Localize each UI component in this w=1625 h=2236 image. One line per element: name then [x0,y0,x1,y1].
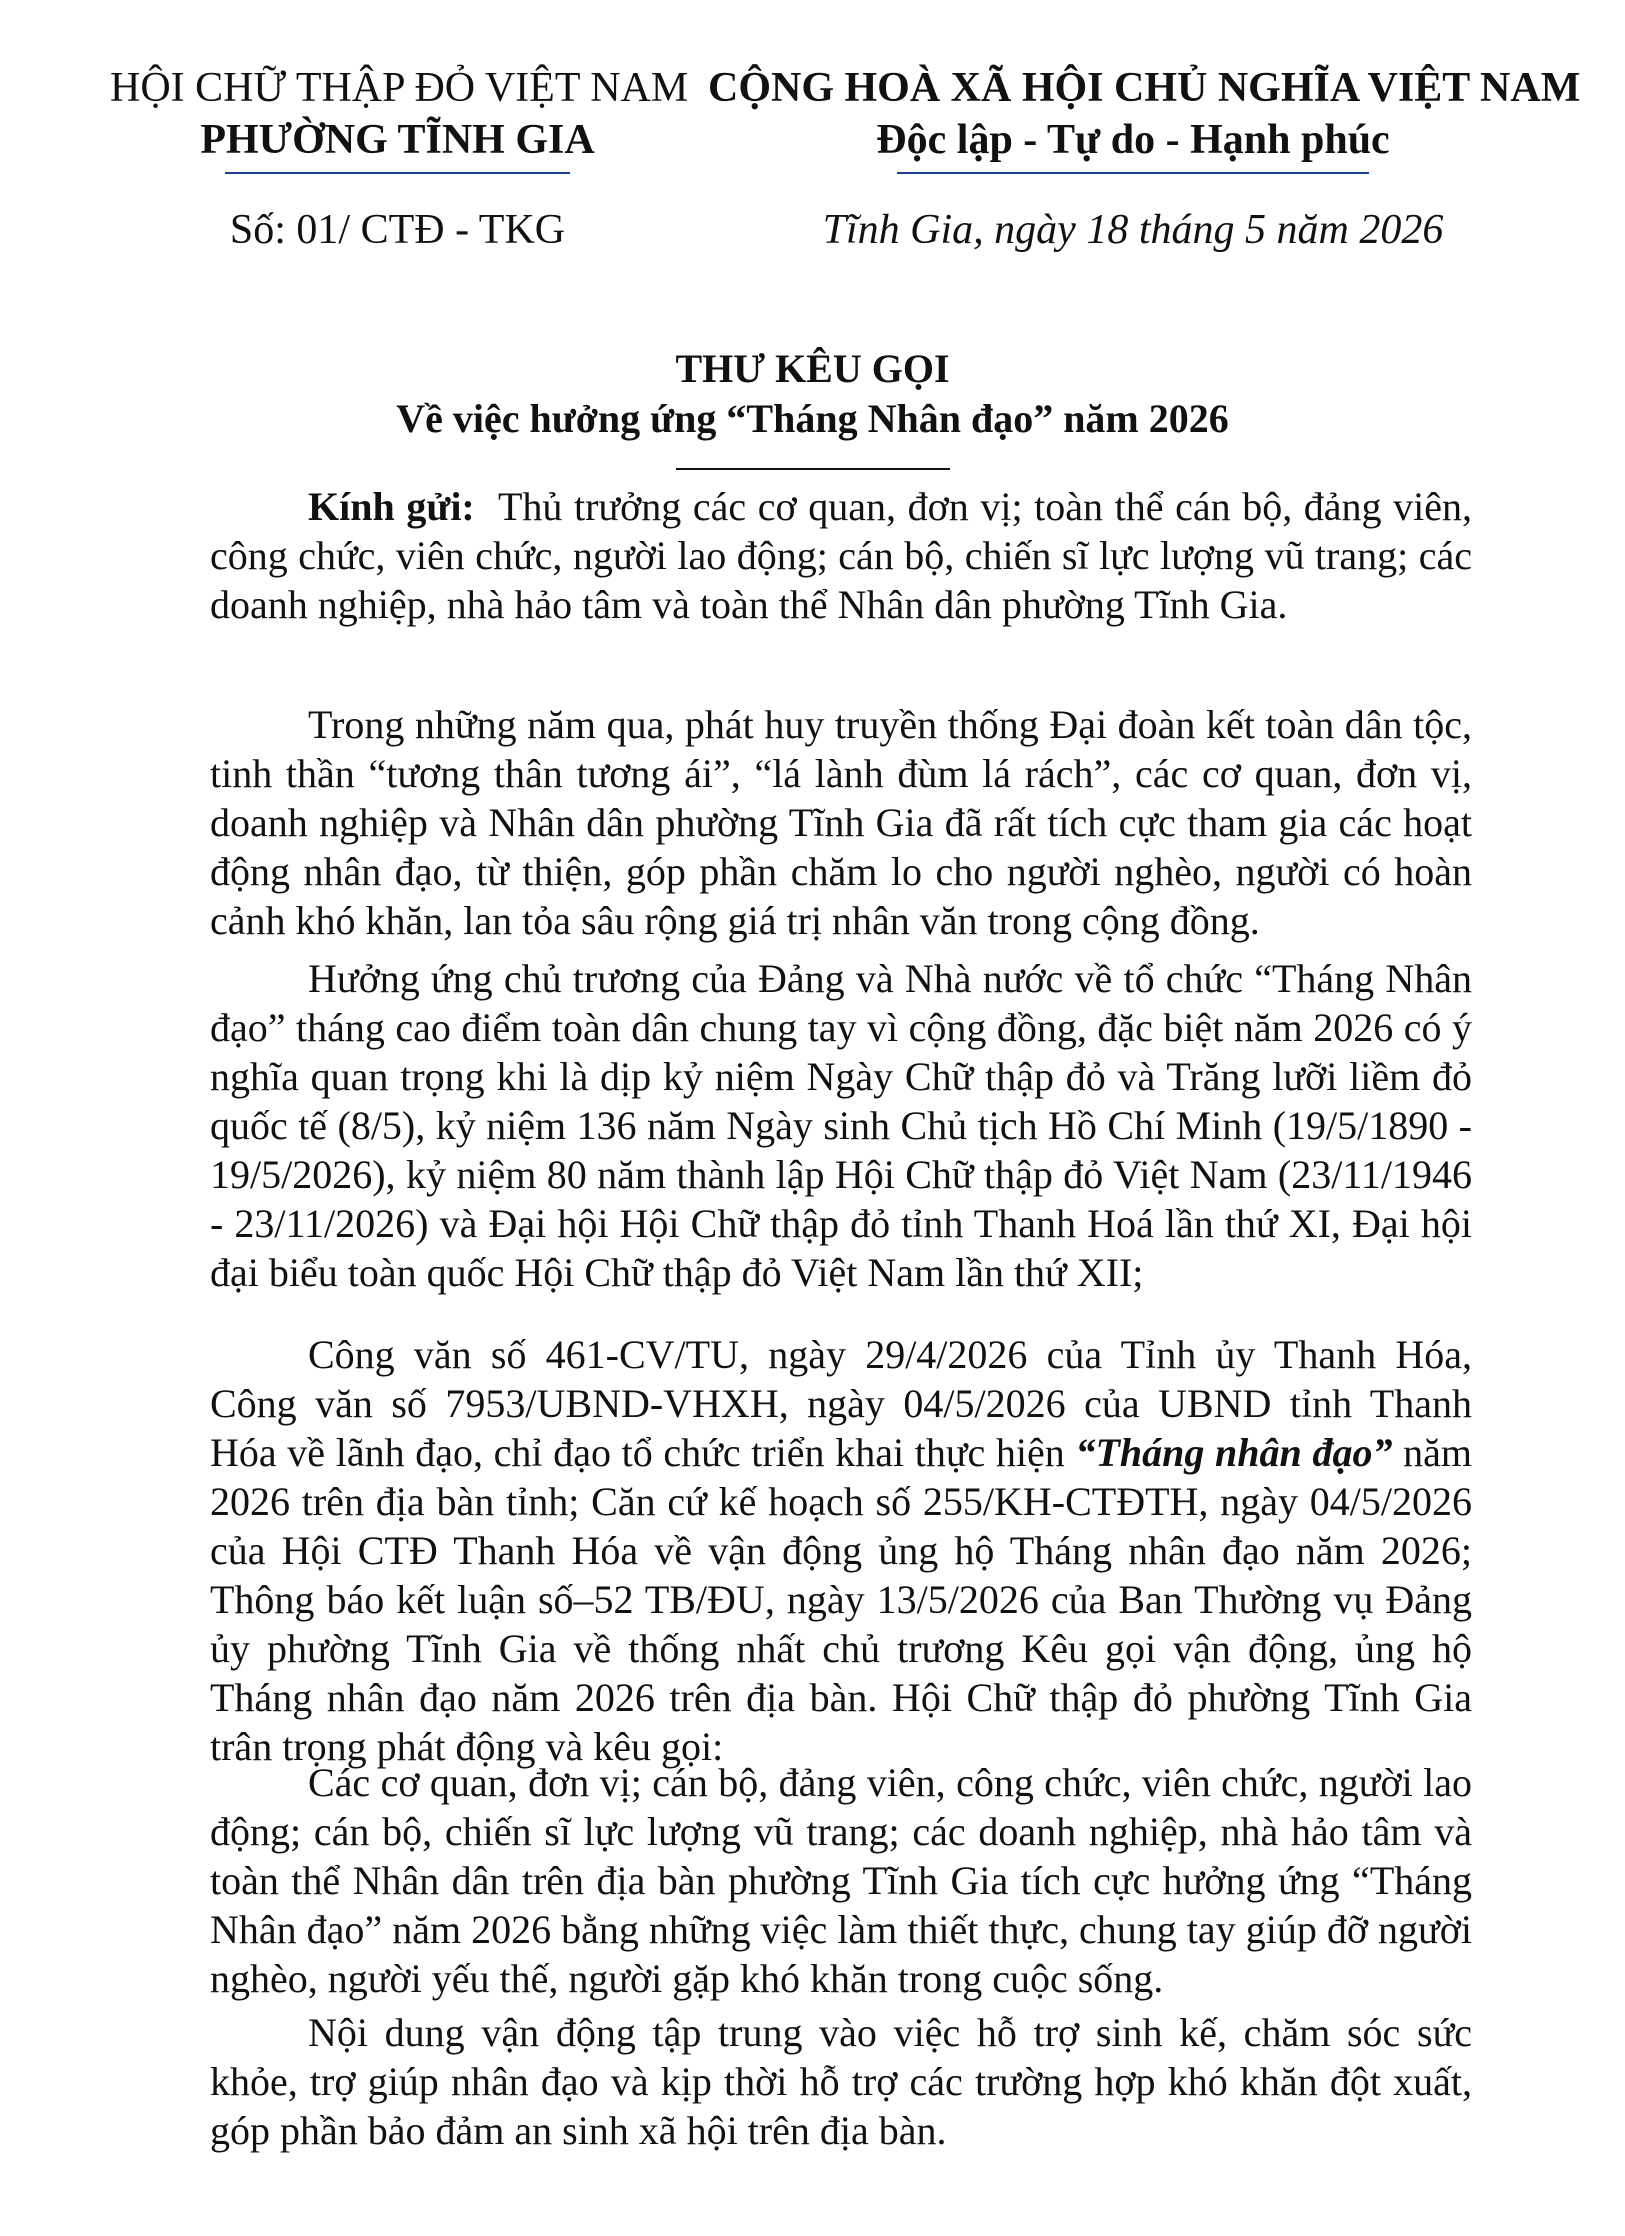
paragraph-legal-basis [210,1330,1472,1771]
organization-underline [225,172,570,174]
salutation-text: Thủ trưởng các cơ quan, đơn vị; toàn thể cán bộ, đảng viên, công chức, viên chức, người lao động; cán bộ, chiến sĩ lực lượng vũ trang; các doanh nghiệp, nhà hảo tâm và toàn thể Nhân dân phường Tĩnh Gia. [210,484,1473,627]
paragraph-call-text: Các cơ quan, đơn vị; cán bộ, đảng viên, công chức, viên chức, người lao động; cán bộ, chiến sĩ lực lượng vũ trang; các doanh nghiệp, nhà hảo tâm và toàn thể Nhân dân trên địa bàn phường Tĩnh Gia tích cực hưởng ứng “Tháng Nhân đạo” năm 2026 bằng những việc làm thiết thực, chung tay giúp đỡ người nghèo, người yếu thế, người gặp khó khăn trong cuộc sống. [210,1760,1472,2001]
document-subtitle: Về việc hưởng ứng “Tháng Nhân đạo” năm 2026 [396,396,1229,441]
title-divider [676,468,950,470]
national-title: CỘNG HOÀ XÃ HỘI CHỦ NGHĨA VIỆT NAM [708,65,1581,111]
salutation-paragraph [210,482,1472,629]
paragraph-content-text: Nội dung vận động tập trung vào việc hỗ trợ sinh kế, chăm sóc sức khỏe, trợ giúp nhân đạo và kịp thời hỗ trợ các trường hợp khó khăn đột xuất, góp phần bảo đảm an sinh xã hội trên địa bàn. [210,2010,1472,2153]
organization-unit: PHƯỜNG TĨNH GIA [200,117,595,163]
paragraph-tradition-text: Trong những năm qua, phát huy truyền thống Đại đoàn kết toàn dân tộc, tinh thần “tương thân tương ái”, “lá lành đùm lá rách”, các cơ quan, đơn vị, doanh nghiệp và Nhân dân phường Tĩnh Gia đã rất tích cực tham gia các hoạt động nhân đạo, từ thiện, góp phần chăm lo cho người nghèo, người có hoàn cảnh khó khăn, lan tỏa sâu rộng giá trị nhân văn trong cộng đồng. [210,702,1472,943]
legal-basis-text-b: năm 2026 trên địa bàn tỉnh; Căn cứ kế hoạch số 255/KH-CTĐTH, ngày 04/5/2026 của Hội CTĐ Thanh Hóa về vận động ủng hộ Tháng nhân đạo năm 2026; Thông báo kết luận số–52 TB/ĐU, ngày 13/5/2026 của Ban Thường vụ Đảng ủy phường Tĩnh Gia về thống nhất chủ trương Kêu gọi vận động, ủng hộ Tháng nhân đạo năm 2026 trên địa bàn. Hội Chữ thập đỏ phường Tĩnh Gia trân trọng phát động và kêu gọi: [210,1430,1472,1769]
document-title: THƯ KÊU GỌI [675,346,950,391]
paragraph-call [210,1758,1472,2003]
organization-name: HỘI CHỮ THẬP ĐỎ VIỆT NAM [110,65,689,111]
document-date: Tĩnh Gia, ngày 18 tháng 5 năm 2026 [822,207,1444,253]
organization-header [110,62,689,174]
paragraph-response [210,954,1472,1297]
paragraph-tradition [210,700,1472,945]
national-motto: Độc lập - Tự do - Hạnh phúc [876,117,1390,163]
motto-underline [897,172,1369,174]
national-header [708,62,1581,174]
salutation-label: Kính gửi: [308,484,475,529]
paragraph-response-text: Hưởng ứng chủ trương của Đảng và Nhà nước về tổ chức “Tháng Nhân đạo” tháng cao điểm toàn dân chung tay vì cộng đồng, đặc biệt năm 2026 có ý nghĩa quan trọng khi là dịp kỷ niệm Ngày Chữ thập đỏ và Trăng lưỡi liềm đỏ quốc tế (8/5), kỷ niệm 136 năm Ngày sinh Chủ tịch Hồ Chí Minh (19/5/1890 - 19/5/2026), kỷ niệm 80 năm thành lập Hội Chữ thập đỏ Việt Nam (23/11/1946 - 23/11/2026) và Đại hội Hội Chữ thập đỏ tỉnh Thanh Hoá lần thứ XI, Đại hội đại biểu toàn quốc Hội Chữ thập đỏ Việt Nam lần thứ XII; [210,956,1472,1295]
legal-basis-emphasis: “Tháng nhân đạo” [1075,1430,1393,1475]
document-number: Số: 01/ CTĐ - TKG [229,207,566,253]
legal-basis-text-a: Công văn số 461-CV/TU, ngày 29/4/2026 của Tỉnh ủy Thanh Hóa, Công văn số 7953/UBND-VHXH, ngày 04/5/2026 của UBND tỉnh Thanh Hóa về lãnh đạo, chỉ đạo tổ chức triển khai thực hiện [210,1332,1472,1475]
document-title-block [110,344,1515,470]
paragraph-content [210,2008,1472,2155]
